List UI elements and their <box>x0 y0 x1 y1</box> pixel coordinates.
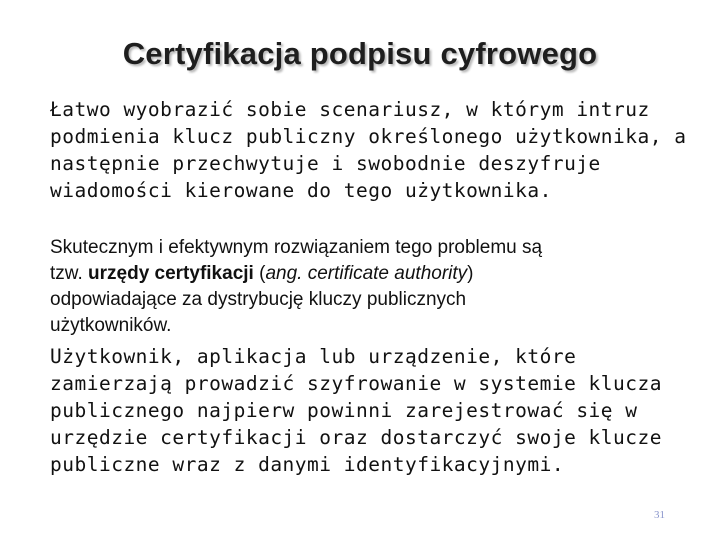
paragraph2-prefix: tzw. <box>50 263 89 284</box>
paragraph2-close-paren: ) <box>467 263 474 284</box>
slide-title: Certyfikacja podpisu cyfrowego <box>122 36 598 71</box>
page-number: 31 <box>654 509 665 521</box>
paragraph-certificate-authorities <box>50 235 690 339</box>
paragraph2-line4: użytkowników. <box>50 315 172 336</box>
certificate-authorities-term: urzędy certyfikacji <box>88 263 254 284</box>
paragraph2-line1: Skutecznym i efektywnym rozwiązaniem tego problemu są <box>50 237 543 258</box>
paragraph2-line3: odpowiadające za dystrybucję kluczy publicznych <box>50 289 467 310</box>
paragraph-intruder-scenario: Łatwo wyobrazić sobie scenariusz, w którym intruz podmienia klucz publiczny określonego użytkownika, a następnie przechwytuje i swobodnie deszyfruje wiadomości kierowane do tego użytkownika. <box>50 98 687 202</box>
paragraph2-line2 <box>50 261 690 287</box>
english-term: ang. certificate authority <box>265 263 468 284</box>
paragraph2-open-paren: ( <box>253 263 266 284</box>
paragraph-registration: Użytkownik, aplikacja lub urządzenie, które zamierzają prowadzić szyfrowanie w systemie klucza publicznego najpierw powinni zarejestrować się w urzędzie certyfikacji oraz dostarczyć swoje klucze publiczne wraz z danymi identyfikacyjnymi. <box>50 345 662 476</box>
